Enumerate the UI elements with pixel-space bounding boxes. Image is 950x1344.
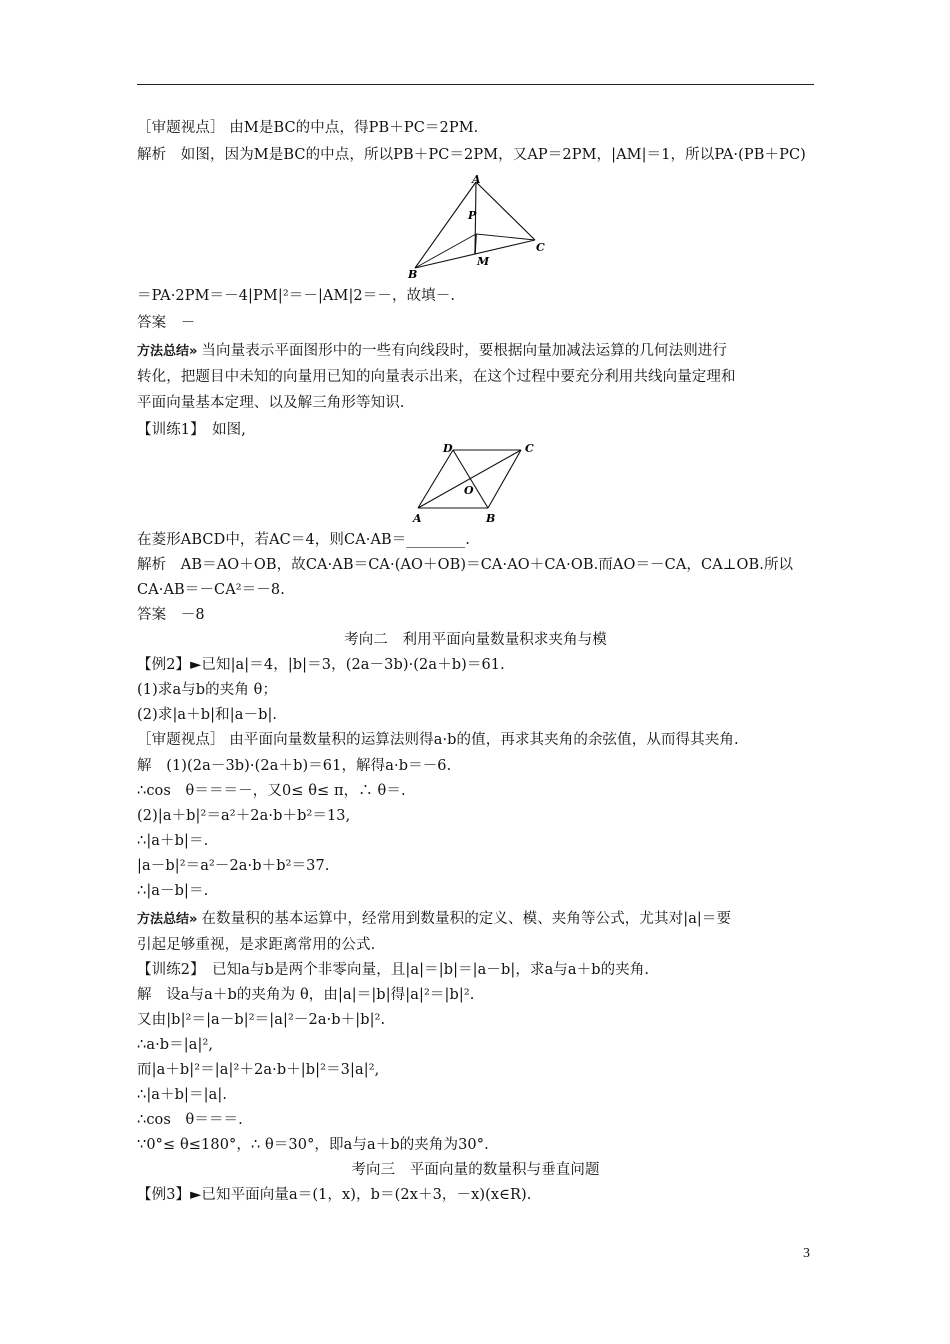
text-line: 【训练1】 如图, — [137, 422, 246, 438]
text-line: (2)求|a＋b|和|a－b|. — [137, 707, 278, 723]
method-summary-tag: 方法总结» — [137, 344, 198, 359]
section-heading: 考向二 利用平面向量数量积求夹角与模 — [344, 632, 607, 648]
text-line: 解析 AB＝AO＋OB，故CA·AB＝CA·(AO＋OB)＝CA·AO＋CA·OB.而AO＝－CA，CA⊥OB.所以 — [137, 557, 794, 573]
triangle-figure — [405, 172, 555, 282]
text-line: 【例2】►已知|a|＝4，|b|＝3，(2a－3b)·(2a＋b)＝61. — [137, 657, 505, 673]
text-line: |a－b|²＝a²－2a·b＋b²＝37. — [137, 858, 330, 874]
label-b: B — [486, 512, 496, 525]
label-b: B — [408, 268, 418, 281]
rhombus-figure — [408, 440, 543, 525]
method-summary-tag: 方法总结» — [137, 912, 198, 927]
text-line: ＝PA·2PM＝－4|PM|²＝－|AM|2＝－，故填－. — [137, 288, 456, 304]
label-a: A — [472, 173, 481, 186]
text-line: 在菱形ABCD中，若AC＝4，则CA·AB＝________. — [137, 532, 470, 548]
section-heading: 考向三 平面向量的数量积与垂直问题 — [351, 1162, 600, 1178]
text-line: 答案 － — [137, 315, 196, 331]
label-c: C — [525, 442, 534, 455]
text-line: 平面向量基本定理、以及解三角形等知识. — [137, 395, 405, 411]
text-line: ∴|a－b|＝. — [137, 883, 209, 899]
page-number: 3 — [803, 1246, 810, 1261]
text-line: (2)|a＋b|²＝a²＋2a·b＋b²＝13, — [137, 808, 351, 824]
text-line: 答案 －8 — [137, 607, 205, 623]
label-m: M — [477, 255, 490, 268]
text-line: 【例3】►已知平面向量a＝(1，x)，b＝(2x＋3，－x)(x∈R). — [137, 1187, 532, 1203]
text-line: ∴|a＋b|＝|a|. — [137, 1087, 228, 1103]
text-line: ∴|a＋b|＝. — [137, 833, 209, 849]
label-o: O — [464, 484, 474, 497]
label-a: A — [413, 512, 422, 525]
text-line: ［审题视点］ 由M是BC的中点，得PB＋PC＝2PM. — [137, 120, 479, 136]
text-line: ［审题视点］ 由平面向量数量积的运算法则得a·b的值，再求其夹角的余弦值，从而得其夹角. — [137, 732, 739, 748]
text-line: 解 (1)(2a－3b)·(2a＋b)＝61，解得a·b＝－6. — [137, 758, 452, 774]
text-line: CA·AB＝－CA²＝－8. — [137, 582, 285, 598]
label-c: C — [536, 241, 545, 254]
label-p: P — [468, 209, 477, 222]
text-line: 而|a＋b|²＝|a|²＋2a·b＋|b|²＝3|a|², — [137, 1062, 380, 1078]
text-line: 引起足够重视，是求距离常用的公式. — [137, 937, 376, 953]
text-line: ∴cos θ＝＝＝－，又0≤ θ≤ π，∴ θ＝. — [137, 783, 406, 799]
header-rule — [137, 84, 814, 85]
text-line: 方法总结» 当向量表示平面图形中的一些有向线段时，要根据向量加减法运算的几何法则进行 — [137, 341, 727, 362]
text-line: 解析 如图，因为M是BC的中点，所以PB＋PC＝2PM，又AP＝2PM，|AM|＝1，所以PA·(PB＋PC) — [137, 147, 806, 163]
text-line: (1)求a与b的夹角 θ； — [137, 682, 278, 698]
text-line: 方法总结» 在数量积的基本运算中，经常用到数量积的定义、模、夹角等公式，尤其对|a|＝要 — [137, 909, 731, 930]
text-line: ∴cos θ＝＝＝. — [137, 1112, 243, 1128]
text-line: ∵0°≤ θ≤180°，∴ θ＝30°，即a与a＋b的夹角为30°. — [137, 1137, 489, 1153]
text-line: ∴a·b＝|a|², — [137, 1037, 214, 1053]
text-line: 解 设a与a＋b的夹角为 θ，由|a|＝|b|得|a|²＝|b|². — [137, 987, 475, 1003]
text-line: 又由|b|²＝|a－b|²＝|a|²－2a·b＋|b|². — [137, 1012, 386, 1028]
text-line: 转化，把题目中未知的向量用已知的向量表示出来，在这个过程中要充分利用共线向量定理和 — [137, 369, 736, 385]
text-line: 【训练2】 已知a与b是两个非零向量，且|a|＝|b|＝|a－b|，求a与a＋b的夹角. — [137, 962, 650, 978]
label-d: D — [443, 442, 453, 455]
